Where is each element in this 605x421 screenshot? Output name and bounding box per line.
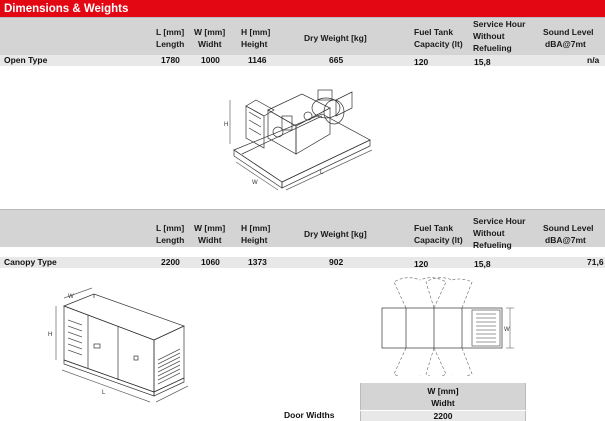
canopy-header-sound-level <box>543 222 594 246</box>
open-type-sound-level: n/a <box>587 55 600 65</box>
canopy-type-height: 1373 <box>248 257 267 267</box>
header-sound-level-line1: Sound Level <box>543 27 594 37</box>
canopy-header-width <box>194 222 225 246</box>
header-width-unit: W [mm] <box>194 27 226 37</box>
section-title: Dimensions & Weights <box>0 0 605 18</box>
canopy-header-length-unit: L [mm] <box>156 223 185 233</box>
canopy-top-view-drawing <box>372 276 518 376</box>
canopy-header-height <box>241 222 270 246</box>
open-dim-h-label: H <box>224 122 229 128</box>
open-type-header-row <box>0 17 605 55</box>
open-type-height: 1146 <box>248 55 267 65</box>
open-type-length: 1780 <box>161 55 180 65</box>
open-type-generator-drawing <box>222 80 378 194</box>
door-width-header <box>360 383 526 410</box>
canopy-dim-h-label: H <box>48 332 53 338</box>
header-fuel-tank <box>414 26 463 50</box>
canopy-header-sound-level-line1: Sound Level <box>543 223 594 233</box>
canopy-header-length <box>156 222 184 246</box>
canopy-header-service-hour-line3: Refueling <box>473 240 512 250</box>
open-type-fuel-tank: 120 <box>414 57 429 67</box>
open-type-row <box>0 55 605 66</box>
header-service-hour-line1: Service Hour <box>473 19 526 29</box>
canopy-header-height-unit: H [mm] <box>241 223 271 233</box>
canopy-header-fuel-tank <box>414 222 463 246</box>
canopy-header-service-hour-line2: Without <box>473 228 505 238</box>
header-service-hour-line2: Without <box>473 31 505 41</box>
open-dim-l-label: L <box>320 170 324 176</box>
canopy-header-sound-level-line2: dBA@7mt <box>545 235 586 245</box>
canopy-header-height-label: Height <box>241 235 268 245</box>
canopy-header-length-label: Length <box>156 235 185 245</box>
header-fuel-tank-line1: Fuel Tank <box>414 27 454 37</box>
canopy-header-dry-weight: Dry Weight [kg] <box>304 229 367 239</box>
door-header-unit: W [mm] <box>427 386 459 396</box>
open-type-label: Open Type <box>4 55 48 65</box>
canopy-header-fuel-tank-line1: Fuel Tank <box>414 223 454 233</box>
door-widths-label: Door Widths <box>284 410 335 420</box>
canopy-header-fuel-tank-line2: Capacity (lt) <box>414 235 463 245</box>
canopy-header-service-hour-line1: Service Hour <box>473 216 526 226</box>
canopy-type-label: Canopy Type <box>4 257 57 267</box>
canopy-type-dry-weight: 902 <box>329 257 344 267</box>
canopy-header-service-hour <box>473 215 525 251</box>
header-length-label: Length <box>156 39 185 49</box>
canopy-type-service-hour: 15,8 <box>474 259 491 269</box>
canopy-type-width: 1060 <box>201 257 220 267</box>
canopy-type-row <box>0 257 605 268</box>
header-sound-level <box>543 26 594 50</box>
canopy-isometric-drawing <box>44 286 204 418</box>
header-height-label: Height <box>241 39 268 49</box>
header-dry-weight: Dry Weight [kg] <box>304 33 367 43</box>
canopy-type-header-row <box>0 209 605 250</box>
header-fuel-tank-line2: Capacity (lt) <box>414 39 463 49</box>
door-widths-value: 2200 <box>360 411 526 421</box>
header-sound-level-line2: dBA@7mt <box>545 39 586 49</box>
canopy-type-length: 2200 <box>161 257 180 267</box>
canopy-dim-w-label: W <box>68 294 74 300</box>
canopy-type-fuel-tank: 120 <box>414 259 429 269</box>
header-height-unit: H [mm] <box>241 27 271 37</box>
door-header-label: Widht <box>431 398 455 408</box>
open-dim-w-label: W <box>252 180 258 186</box>
header-width <box>194 26 225 50</box>
canopy-header-width-label: Widht <box>198 235 222 245</box>
canopy-dim-l-label: L <box>102 390 106 396</box>
header-height <box>241 26 270 50</box>
header-length-unit: L [mm] <box>156 27 185 37</box>
header-length <box>156 26 184 50</box>
open-type-width: 1000 <box>201 55 220 65</box>
open-type-dry-weight: 665 <box>329 55 344 65</box>
header-service-hour-line3: Refueling <box>473 43 512 53</box>
top-dim-w-label: W <box>504 327 510 333</box>
canopy-type-sound-level: 71,6 <box>587 257 604 267</box>
header-service-hour <box>473 18 525 54</box>
open-type-service-hour: 15,8 <box>474 57 491 67</box>
canopy-header-width-unit: W [mm] <box>194 223 226 233</box>
header-width-label: Widht <box>198 39 222 49</box>
